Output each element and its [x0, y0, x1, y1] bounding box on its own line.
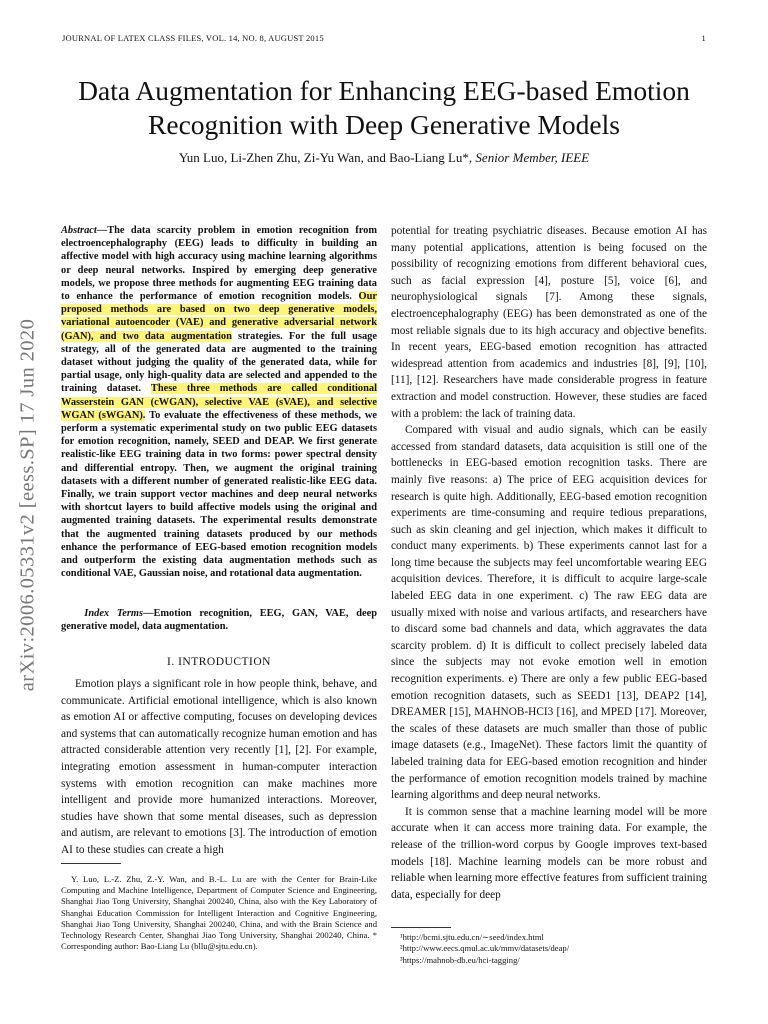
arxiv-stamp — [6, 270, 50, 740]
index-terms-text: —Emotion recognition, EEG, GAN, VAE, deep generative model, data augmentation. — [61, 608, 377, 633]
introduction-body — [61, 676, 377, 859]
abstract-highlight-2: These three methods are called conditional Wasserstein GAN (cWGAN), selective VAE (sVAE), and selective WGAN (sWGAN). — [61, 383, 377, 421]
journal-name: JOURNAL OF LATEX CLASS FILES, VOL. 14, NO. 8, AUGUST 2015 — [62, 33, 324, 43]
affiliation-footnote — [61, 874, 377, 952]
abstract-highlight-1: Our proposed methods are based on two deep generative models, variational autoencoder (VAE) and generative adversarial network (GAN), and two data augmentation — [61, 291, 377, 342]
footnote-3[interactable]: ³https://mahnob-db.eu/hci-tagging/ — [400, 954, 520, 965]
footnote-1[interactable]: ¹http://bcmi.sjtu.edu.cn/∼seed/index.html — [400, 932, 544, 942]
arxiv-id: arXiv:2006.05331v2 [eess.SP] 17 Jun 2020 — [16, 318, 39, 692]
author-list — [40, 150, 728, 166]
page-number: 1 — [701, 33, 706, 43]
paper-title: Data Augmentation for Enhancing EEG-based Emotion Recognition with Deep Generative Models — [78, 75, 690, 140]
abstract-text-3: To evaluate the effectiveness of these methods, we perform a systematic experimental study on two public EEG datasets for emotion recognition, namely, SEED and DEAP. We first generate realistic-like EEG training data in two forms: power spectral density and differential entropy. Then, we augment the original training datasets with a different number of generated realistic-like EEG data. Finally, we train support vector machines and deep neural networks with shortcut layers to build affective models using the original and augmented training datasets. The experimental results demonstrate that the augmented training datasets produced by our methods enhance the performance of EEG-based emotion recognition models and outperform the existing data augmentation methods such as conditional VAE, Gaussian noise, and rotational data augmentation. — [61, 409, 377, 580]
abstract-text-1: —The data scarcity problem in emotion recognition from electroencephalography (EEG) leads to difficulty in building an affective model with high accuracy using machine learning algorithms or deep neural networks. Inspired by emerging deep generative models, we propose three methods for augmenting EEG training data to enhance the performance of emotion recognition models. — [61, 225, 377, 303]
url-footnotes — [391, 932, 707, 966]
right-paragraph-2: Compared with visual and audio signals, which can be easily accessed from standard datasets, data acquisition is still one of the bottlenecks in EEG-based emotion recognition tasks. There are mainly five reasons: a) The price of EEG acquisition devices for research is quite high. Additionally, EEG-based emotion recognition experiments are time-consuming and require tedious preparations, such as skin cleaning and gel injection, which makes it difficult to conduct many experiments. b) These experiments cannot last for a long time because the subjects may feel uncomfortable wearing EEG acquisition devices. Therefore, it is difficult to acquire large-scale labeled EEG data in one experiment. c) The raw EEG data are usually mixed with noise and various artifacts, and researchers have to discard some bad channels and data, which aggravates the data scarcity problem. d) It is difficult to collect precisely labeled data since the subjects may not evoke emotion well in emotion recognition experiments. e) There are only a few public EEG-based emotion recognition datasets, such as SEED1 [13], DEAP2 [14], DREAMER [15], MAHNOB-HCI3 [16], and MPED [17]. Moreover, the scales of these datasets are much smaller than those of public image datasets (e.g., ImageNet). These factors limit the quantity of labeled training data for EEG-based emotion recognition and hinder the performance of emotion recognition models trained by machine learning algorithms and deep neural networks. — [391, 424, 707, 802]
footnote-rule — [61, 863, 121, 864]
index-terms-label: Index Terms — [84, 608, 144, 619]
intro-paragraph: Emotion plays a significant role in how people think, behave, and communicate. Artificial emotional intelligence, which is also known as emotion AI or affective computing, focuses on developing devices and systems that can automatically recognize human emotion and has attracted considerable attention very recently [1], [2]. For example, integrating emotion assessment in human-computer interaction systems with emotion recognition can make machines more intelligent and provide more humanized interactions. Moreover, studies have shown that some mental diseases, such as depression and autism, are relevant to emotions [3]. The introduction of emotion AI to these studies can create a high — [61, 678, 377, 856]
footnote-rule-right — [391, 927, 451, 928]
affiliation-text: Y. Luo, L.-Z. Zhu, Z.-Y. Wan, and B.-L. Lu are with the Center for Brain-Like Computing and Machine Intelligence, Department of Computer Science and Engineering, Shanghai Jiao Tong University, Shanghai 200240, China, also with the Key Laboratory of Shanghai Education Commission for Intelligent Interaction and Cognitive Engineering, Shanghai Jiao Tong University, Shanghai 200240, China, and with the Brain Science and Technology Research Center, Shanghai Jiao Tong University, Shanghai 200240, China. * Corresponding author: Bao-Liang Lu (bllu@sjtu.edu.cn). — [61, 874, 377, 952]
section-heading: I. INTRODUCTION — [167, 656, 271, 668]
abstract — [61, 224, 377, 580]
running-header — [62, 33, 706, 43]
author-names: Yun Luo, Li-Zhen Zhu, Zi-Yu Wan, and Bao-Liang Lu*, — [178, 150, 473, 165]
abstract-label: Abstract — [61, 225, 97, 236]
abstract-text-2: strategies. For the full usage strategy, all of the generated data are augmented to the training dataset without judging the quality of the generated data, while for partial usage, only high-quality data are selected and appended to the training dataset. — [61, 330, 377, 395]
right-column-body — [391, 223, 707, 903]
right-paragraph-3: It is common sense that a machine learning model will be more accurate when it can access more training data. For example, the release of the trillion-word corpus by Google improves text-based models [18]. Machine learning models can be more robust and reliable when learning more effective features from sufficient training data, especially for deep — [391, 805, 707, 901]
index-terms — [61, 607, 377, 633]
right-paragraph-1: potential for treating psychiatric diseases. Because emotion AI has many potential applications, attention is being focused on the possibility of recognizing emotions from different behavioral cues, such as facial expression [4], posture [5], voice [6], and neurophysiological signals [7]. Among these signals, electroencephalography (EEG) has been demonstrated as one of the most reliable signals due to its high accuracy and objective benefits. In recent years, EEG-based emotion recognition has attracted widespread attention from academics and industries [8], [9], [10], [11], [12]. Researchers have made considerable progress in feature extraction and model construction. However, these studies are faced with a problem: the lack of training data. — [391, 225, 707, 420]
footnote-2[interactable]: ²http://www.eecs.qmul.ac.uk/mmv/datasets/deap/ — [400, 943, 570, 954]
author-role: Senior Member, IEEE — [475, 150, 590, 165]
